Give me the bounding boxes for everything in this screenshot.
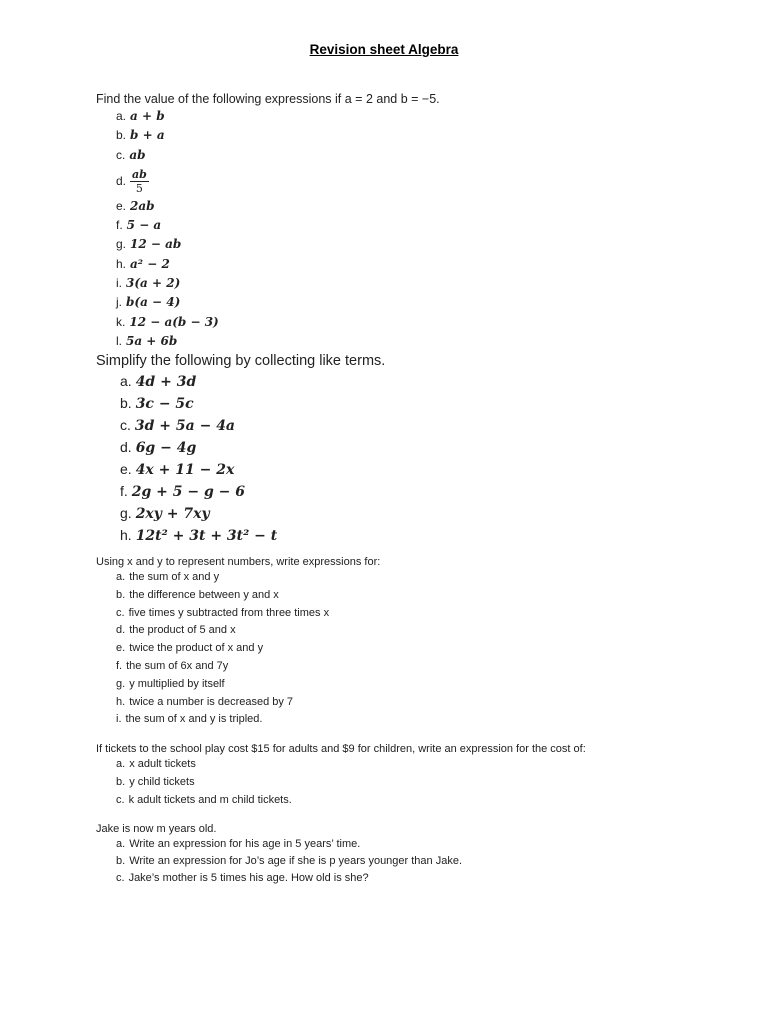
item-expression: 5a + 6b [126, 333, 178, 348]
item-text: the difference between y and x [129, 588, 279, 601]
item-text: twice a number is decreased by 7 [129, 695, 294, 708]
item-label: c. [116, 872, 125, 885]
question-item [116, 165, 440, 197]
question-item [116, 107, 440, 126]
question-item [116, 458, 385, 480]
question-item [116, 676, 380, 694]
question-item [116, 274, 440, 293]
item-text: the product of 5 and x [129, 624, 236, 637]
item-expression: 4d + 3d [135, 374, 197, 390]
question-item [116, 622, 380, 640]
question-item [116, 658, 380, 676]
item-text: Write an expression for Jo’s age if she is p years younger than Jake. [129, 855, 463, 868]
item-label: b. [116, 128, 127, 143]
item-label: f. [116, 218, 123, 233]
question-list [96, 569, 380, 729]
question-item [116, 853, 462, 870]
question-item [116, 640, 380, 658]
item-expression: a + b [130, 109, 165, 123]
question-item [116, 756, 586, 774]
item-text: k adult tickets and m child tickets. [128, 793, 292, 806]
item-expression: 12 − a(b − 3) [129, 314, 219, 329]
item-expression: a² − 2 [130, 256, 170, 271]
item-label: k. [116, 314, 126, 329]
item-expression: 4x + 11 − 2x [135, 462, 235, 478]
section-jake-age [96, 822, 462, 888]
item-label: c. [116, 606, 125, 619]
item-label: a. [116, 109, 127, 123]
item-text: Jake’s mother is 5 times his age. How old is she? [128, 872, 369, 885]
item-text: five times y subtracted from three times x [128, 606, 330, 619]
question-item [116, 502, 385, 524]
item-expression: 2ab [130, 198, 155, 213]
section-intro: Simplify the following by collecting like terms. [96, 353, 386, 369]
question-item [116, 774, 586, 792]
item-text: the sum of 6x and 7y [126, 659, 229, 672]
question-item [116, 605, 380, 623]
item-label: e. [116, 198, 127, 213]
item-label: a. [116, 838, 126, 850]
question-item [116, 146, 440, 165]
item-label: a. [116, 571, 126, 583]
item-label: i. [116, 276, 122, 291]
item-label: l. [116, 333, 122, 348]
item-label: j. [116, 295, 122, 310]
item-expression: 3(a + 2) [126, 276, 181, 291]
item-text: Write an expression for his age in 5 years’ time. [129, 838, 361, 850]
question-list [96, 756, 586, 809]
section-intro: Jake is now m years old. [96, 823, 217, 835]
item-expression: 6g − 4g [135, 440, 197, 456]
fraction [130, 168, 149, 195]
item-expression: 3c − 5c [135, 396, 194, 412]
item-label: f. [120, 483, 128, 499]
item-label: c. [116, 793, 125, 806]
item-label: e. [116, 642, 126, 655]
item-label: d. [120, 439, 132, 455]
item-label: a. [116, 758, 126, 770]
question-item [116, 197, 440, 216]
item-expression: 12t² + 3t + 3t² − t [135, 528, 278, 544]
item-expression: ab [129, 147, 146, 162]
item-text: x adult tickets [129, 758, 196, 770]
question-list [96, 370, 385, 546]
item-label: g. [116, 677, 126, 690]
question-item [116, 436, 385, 458]
section-intro: Find the value of the following expressions if a = 2 and b = −5. [96, 92, 440, 106]
question-item [116, 370, 385, 392]
item-text: y child tickets [129, 775, 195, 788]
item-text: the sum of x and y [129, 571, 220, 583]
item-text: twice the product of x and y [129, 642, 264, 655]
item-label: b. [120, 395, 132, 411]
question-item [116, 255, 440, 274]
question-item [116, 870, 462, 887]
question-list [96, 836, 462, 888]
question-item [116, 392, 385, 414]
section-intro: Using x and y to represent numbers, write expressions for: [96, 556, 381, 568]
item-label: a. [120, 373, 132, 389]
item-expression: 3d + 5a − 4a [134, 418, 236, 434]
page-title: Revision sheet Algebra [309, 42, 459, 57]
item-label: h. [116, 256, 127, 271]
item-label: f. [116, 659, 123, 672]
item-label: b. [116, 588, 126, 601]
item-label: d. [116, 624, 126, 637]
item-label: d. [116, 173, 127, 188]
question-item [116, 836, 462, 853]
item-expression: b(a − 4) [126, 295, 181, 310]
question-item [116, 235, 440, 254]
section-evaluate [96, 91, 440, 351]
item-expression: b + a [130, 128, 165, 143]
question-item [116, 480, 385, 502]
question-item [116, 126, 440, 145]
question-item [116, 414, 385, 436]
item-label: e. [120, 461, 132, 477]
fraction-denominator: 5 [135, 182, 143, 196]
item-label: c. [116, 147, 126, 162]
question-item [116, 332, 440, 351]
question-item [116, 569, 380, 587]
item-text: the sum of x and y is tripled. [125, 713, 263, 726]
item-label: h. [120, 527, 132, 543]
item-label: g. [120, 505, 132, 521]
question-item [116, 216, 440, 235]
section-write-expressions [96, 555, 380, 729]
section-tickets [96, 742, 586, 809]
item-label: b. [116, 775, 126, 788]
question-item [116, 524, 385, 546]
section-simplify [96, 352, 385, 546]
question-item [116, 587, 380, 605]
question-item [116, 711, 380, 729]
question-item [116, 694, 380, 712]
item-label: h. [116, 695, 126, 708]
question-item [116, 293, 440, 312]
question-item [116, 313, 440, 332]
item-label: b. [116, 855, 126, 868]
item-expression: 2xy + 7xy [135, 506, 210, 522]
item-expression: 2g + 5 − g − 6 [131, 484, 246, 500]
item-expression: 12 − ab [130, 237, 182, 252]
question-list [96, 107, 440, 351]
question-item [116, 792, 586, 810]
item-label: g. [116, 237, 127, 252]
section-intro: If tickets to the school play cost $15 for adults and $9 for children, write an expression for the cost of: [96, 743, 586, 755]
item-expression: 5 − a [126, 218, 162, 233]
item-text: y multiplied by itself [129, 677, 225, 690]
item-label: c. [120, 417, 131, 433]
fraction-numerator: ab [132, 168, 147, 182]
item-label: i. [116, 713, 122, 726]
